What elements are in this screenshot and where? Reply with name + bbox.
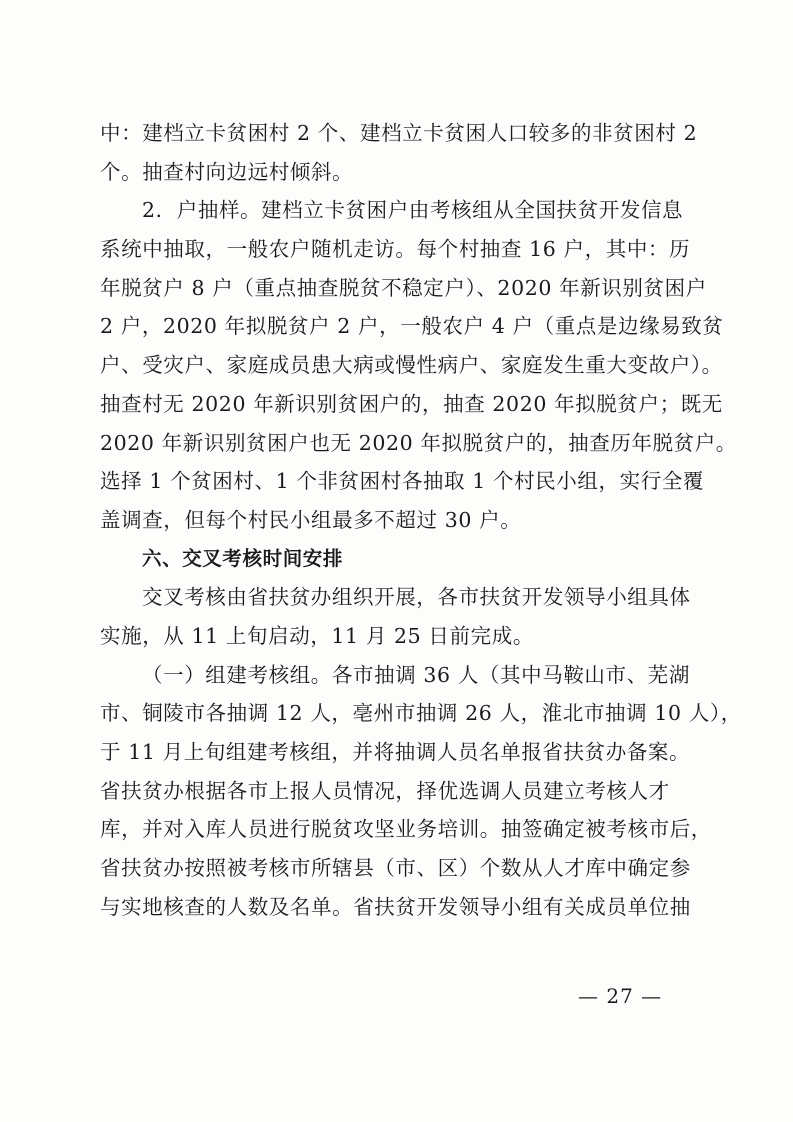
text-line: 2020 年新识别贫困户也无 2020 年拟脱贫户的，抽查历年脱贫户。 xyxy=(100,430,737,455)
text-line: 实施，从 11 上旬启动，11 月 25 日前完成。 xyxy=(100,623,534,648)
page-number: — 27 — xyxy=(578,984,663,1008)
text-line: 盖调查，但每个村民小组最多不超过 30 户。 xyxy=(100,507,522,532)
text-line: 个。抽查村向边远村倾斜。 xyxy=(100,159,354,184)
text-line: 与实地核查的人数及名单。省扶贫开发领导小组有关成员单位抽 xyxy=(100,894,691,919)
text-line: 2．户抽样。建档立卡贫困户由考核组从全国扶贫开发信息 xyxy=(142,198,684,223)
text-line: 库，并对入库人员进行脱贫攻坚业务培训。抽签确定被考核市后， xyxy=(100,817,712,842)
text-line: 中：建档立卡贫困村 2 个、建档立卡贫困人口较多的非贫困村 2 xyxy=(100,121,698,145)
text-line: 于 11 月上旬组建考核组，并将抽调人员名单报省扶贫办备案。 xyxy=(100,740,691,764)
text-line: 省扶贫办按照被考核市所辖县（市、区）个数从人才库中确定参 xyxy=(100,856,691,881)
text-line: 2 户，2020 年拟脱贫户 2 户，一般农户 4 户（重点是边缘易致贫 xyxy=(100,314,724,339)
text-line: 系统中抽取，一般农户随机走访。每个村抽查 16 户，其中：历 xyxy=(100,237,691,262)
body-text xyxy=(100,114,742,926)
text-line: 交叉考核由省扶贫办组织开展，各市扶贫开发领导小组具体 xyxy=(142,585,691,610)
text-line: （一）组建考核组。各市抽调 36 人（其中马鞍山市、芜湖 xyxy=(142,662,690,687)
text-line: 抽查村无 2020 年新识别贫困户的，抽查 2020 年拟脱贫户；既无 xyxy=(100,391,723,416)
text-line: 市、铜陵市各抽调 12 人，亳州市抽调 26 人，淮北市抽调 10 人）， xyxy=(100,701,742,726)
text-line: 户、受灾户、家庭成员患大病或慢性病户、家庭发生重大变故户）。 xyxy=(100,353,723,378)
section-heading: 六、交叉考核时间安排 xyxy=(142,546,344,570)
text-line: 省扶贫办根据各市上报人员情况，择优选调人员建立考核人才 xyxy=(100,778,670,803)
text-line: 选择 1 个贫困村、1 个非贫困村各抽取 1 个村民小组，实行全覆 xyxy=(100,469,705,494)
text-line: 年脱贫户 8 户（重点抽查脱贫不稳定户）、2020 年新识别贫困户 xyxy=(100,275,707,300)
